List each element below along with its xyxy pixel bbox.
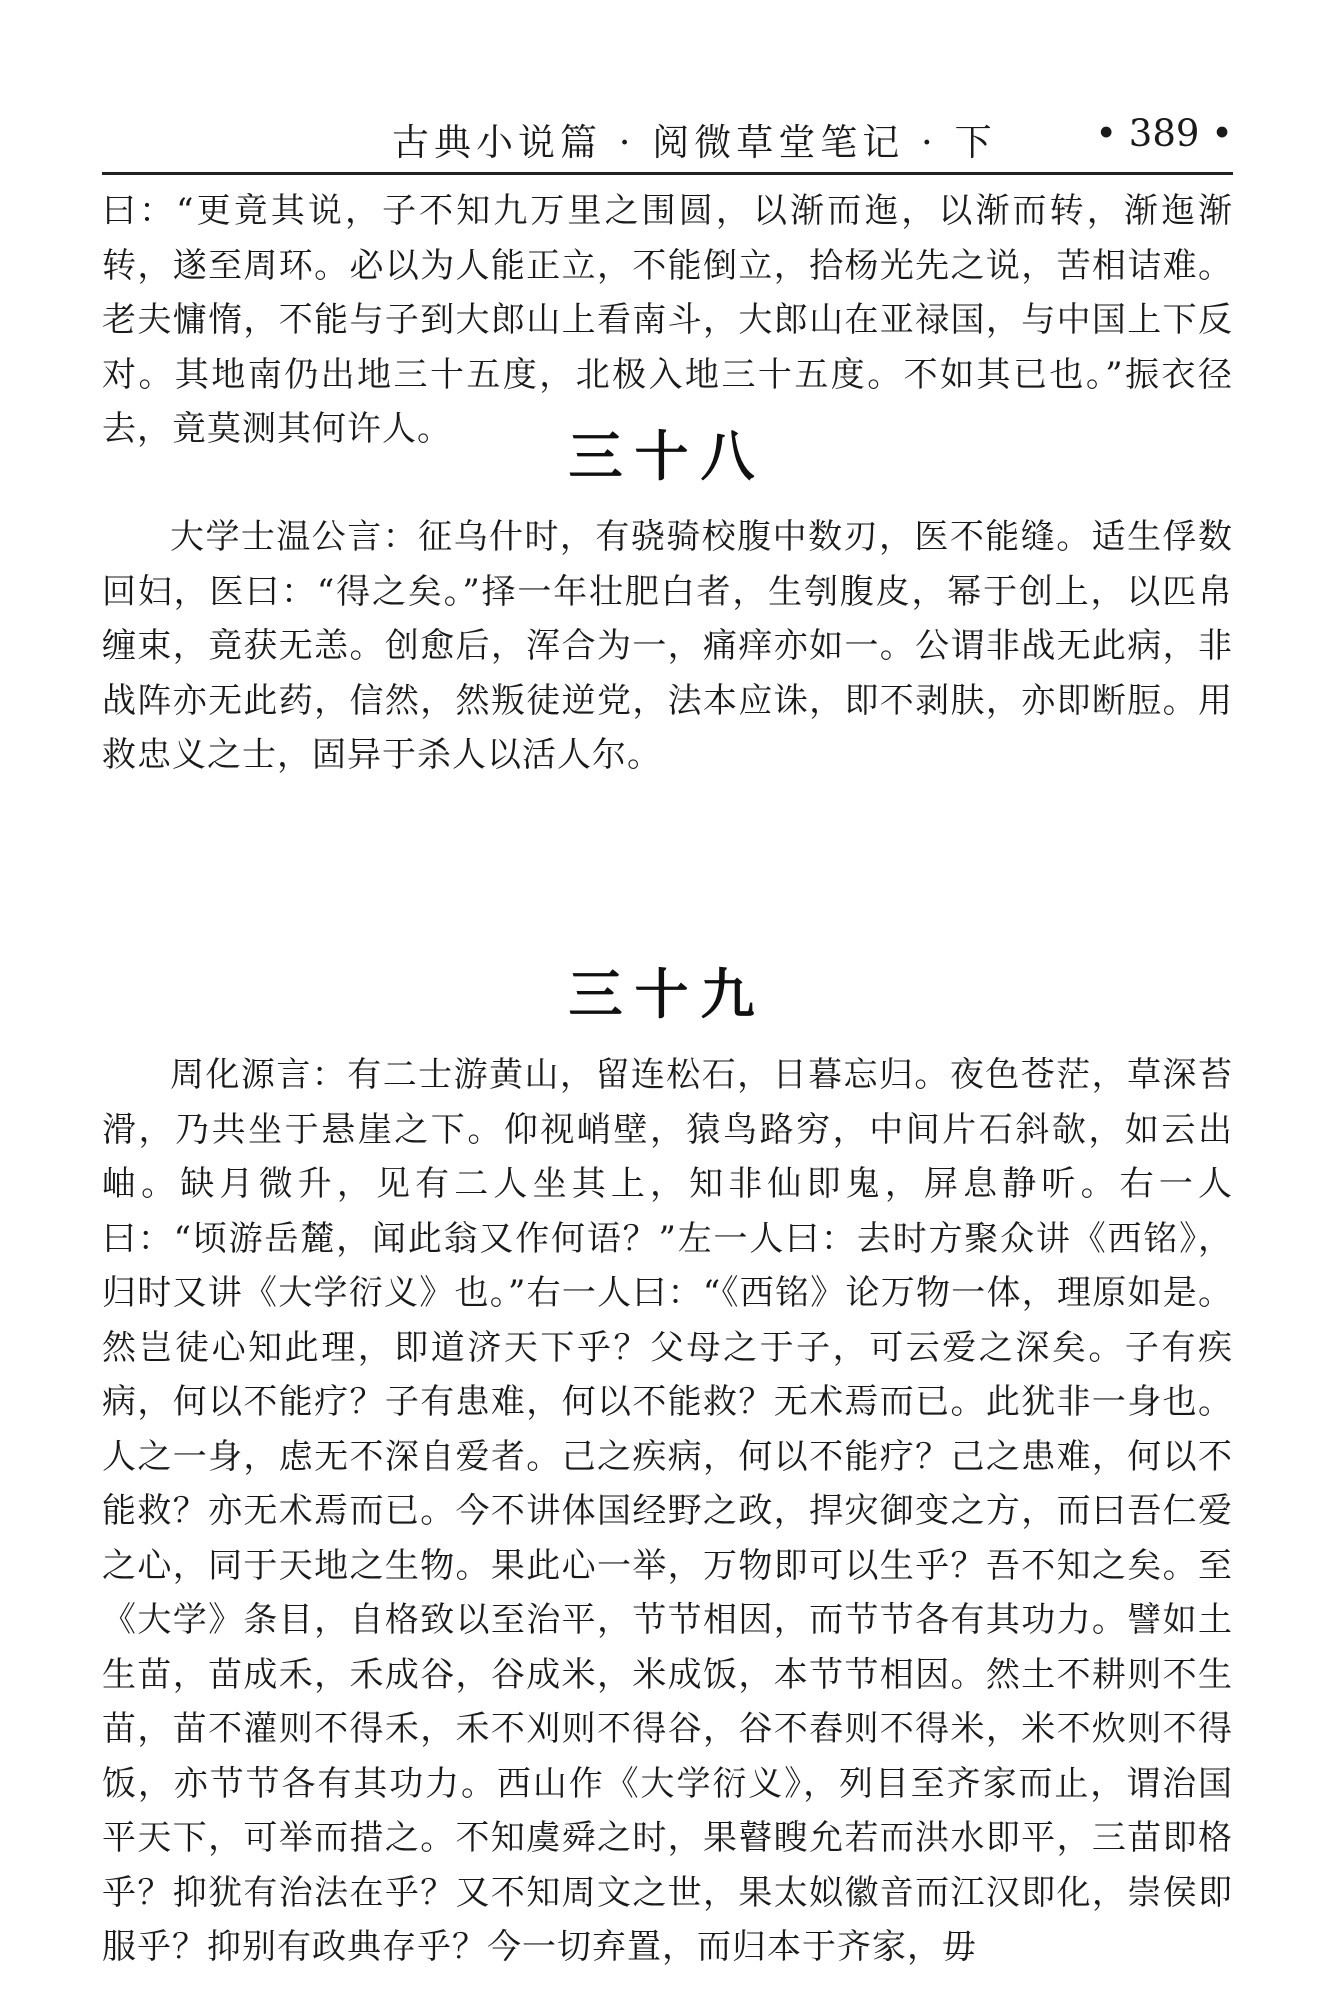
section-heading-39: 三十九 — [568, 963, 767, 1026]
section-39-body — [102, 1048, 1233, 1975]
running-header-title: 古典小说篇 · 阅微草堂笔记 · 下 — [392, 121, 997, 164]
section-heading-38: 三十八 — [568, 425, 767, 488]
paragraph: 曰：“更竟其说，子不知九万里之围圆，以渐而迤，以渐而转，渐迤渐转，遂至周环。必以为人能正立，不能倒立，拾杨光先之说，苦相诘难。老夫慵惰，不能与子到大郎山上看南斗，大郎山在亚禄国，与中国上下反对。其地南仍出地三十五度，北极入地三十五度。不如其已也。”振衣径去，竟莫测其何许人。 — [102, 191, 1233, 449]
section-38-body — [102, 510, 1233, 783]
header-rule — [102, 172, 1233, 175]
running-header — [102, 104, 1233, 168]
page-number: • 389 • — [1095, 112, 1233, 155]
paragraph: 大学士温公言：征乌什时，有骁骑校腹中数刃，医不能缝。适生俘数回妇，医曰：“得之矣。”择一年壮肥白者，生刳腹皮，幂于创上，以匹帛缠束，竟获无恙。创愈后，浑合为一，痛痒亦如一。公谓非战无此病，非战阵亦无此药，信然，然叛徒逆党，法本应诛，即不剥肤，亦即断脰。用救忠义之士，固异于杀人以活人尔。 — [102, 517, 1233, 775]
paragraph: 周化源言：有二士游黄山，留连松石，日暮忘归。夜色苍茫，草深苔滑，乃共坐于悬崖之下。仰视峭壁，猿鸟路穷，中间片石斜欹，如云出岫。缺月微升，见有二人坐其上，知非仙即鬼，屏息静听。右一人曰：“顷游岳麓，闻此翁又作何语？”左一人曰：去时方聚众讲《西铭》，归时又讲《大学衍义》也。”右一人曰：“《西铭》论万物一体，理原如是。然岂徒心知此理，即道济天下乎？父母之于子，可云爱之深矣。子有疾病，何以不能疗？子有患难，何以不能救？无术焉而已。此犹非一身也。人之一身，虑无不深自爱者。己之疾病，何以不能疗？己之患难，何以不能救？亦无术焉而已。今不讲体国经野之政，捍灾御变之方，而曰吾仁爱之心，同于天地之生物。果此心一举，万物即可以生乎？吾不知之矣。至《大学》条目，自格致以至治平，节节相因，而节节各有其功力。譬如土生苗，苗成禾，禾成谷，谷成米，米成饭，本节节相因。然土不耕则不生苗，苗不灌则不得禾，禾不刈则不得谷，谷不舂则不得米，米不炊则不得饭，亦节节各有其功力。西山作《大学衍义》，列目至齐家而止，谓治国平天下，可举而措之。不知虞舜之时，果瞽瞍允若而洪水即平，三苗即格乎？抑犹有治法在乎？又不知周文之世，果太姒徽音而江汉即化，崇侯即服乎？抑别有政典存乎？今一切弃置，而归本于齐家，毋 — [102, 1055, 1233, 1967]
